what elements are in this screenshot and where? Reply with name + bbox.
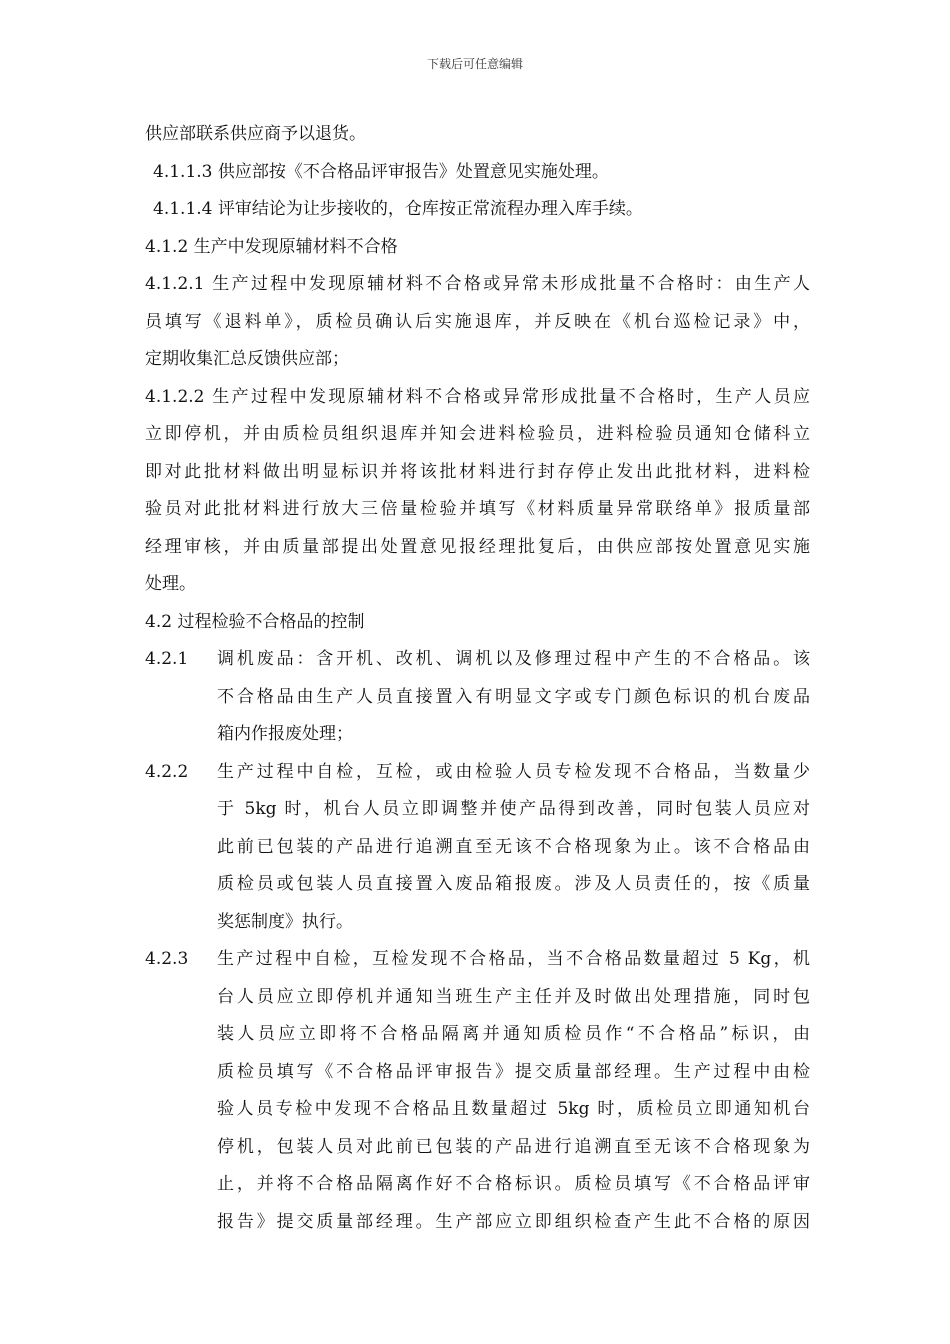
document-body: [145, 116, 810, 1241]
clause-text-line: 奖惩制度》执行。: [217, 911, 353, 932]
clause-text-line: 生产过程中自检，互检，或由检验人员专检发现不合格品，当数量少: [217, 761, 810, 782]
clause-4-1-2-2-line: 处理。: [145, 574, 196, 594]
clause-4-1-2-2-line: 经理审核，并由质量部提出处置意见报经理批复后，由供应部按处置意见实施: [145, 536, 810, 557]
clause-4-1-2-2-line: 4.1.2.2 生产过程中发现原辅材料不合格或异常形成批量不合格时，生产人员应: [145, 386, 810, 407]
clause-text-line: 报告》提交质量部经理。生产部应立即组织检查产生此不合格的原因: [217, 1211, 810, 1232]
clause-4-1-1-4: 4.1.1.4 评审结论为让步接收的，仓库按正常流程办理入库手续。: [153, 199, 643, 219]
page-header: 下载后可任意编辑: [426, 57, 523, 71]
section-heading-4-2: 4.2 过程检验不合格品的控制: [145, 611, 365, 632]
clause-text-line: 箱内作报废处理；: [217, 724, 353, 744]
clause-4-1-2-1-line: 员填写《退料单》，质检员确认后实施退库，并反映在《机台巡检记录》中，: [145, 311, 810, 332]
clause-text-line: 于 5kg 时，机台人员立即调整并使产品得到改善，同时包装人员应对: [217, 799, 810, 819]
clause-4-1-2-2-line: 即对此批材料做出明显标识并将该批材料进行封存停止发出此批材料，进料检: [145, 461, 810, 482]
clause-text-line: 质检员填写《不合格品评审报告》提交质量部经理。生产过程中由检: [217, 1061, 810, 1082]
clause-4-2-3: [145, 941, 810, 1241]
clause-4-2-2: [145, 754, 810, 942]
clause-text-line: 验人员专检中发现不合格品且数量超过 5kg 时，质检员立即通知机台: [217, 1099, 810, 1119]
clause-4-1-1-3: 4.1.1.3 供应部按《不合格品评审报告》处置意见实施处理。: [153, 161, 609, 182]
section-heading-4-1-2: 4.1.2 生产中发现原辅材料不合格: [145, 236, 398, 257]
clause-text-line: 生产过程中自检，互检发现不合格品，当不合格品数量超过 5 Kg，机: [217, 949, 810, 969]
clause-4-1-2-2-line: 立即停机，并由质检员组织退库并知会进料检验员，进料检验员通知仓储科立: [145, 424, 810, 444]
clause-4-1-2-2-line: 验员对此批材料进行放大三倍量检验并填写《材料质量异常联络单》报质量部: [145, 499, 810, 519]
clause-text-line: 调机废品：含开机、改机、调机以及修理过程中产生的不合格品。该: [217, 649, 810, 669]
clause-number: 4.2.1: [145, 649, 189, 669]
clause-text-line: 停机，包装人员对此前已包装的产品进行追溯直至无该不合格现象为: [217, 1136, 810, 1157]
clause-4-1-2-1-line: 4.1.2.1 生产过程中发现原辅材料不合格或异常未形成批量不合格时：由生产人: [145, 274, 810, 294]
clause-text-line: 止，并将不合格品隔离作好不合格标识。质检员填写《不合格品评审: [217, 1174, 810, 1194]
clause-number: 4.2.3: [145, 949, 189, 969]
clause-text-line: 台人员应立即停机并通知当班生产主任并及时做出处理措施，同时包: [217, 986, 810, 1007]
clause-text-line: 不合格品由生产人员直接置入有明显文字或专门颜色标识的机台废品: [217, 686, 810, 707]
clause-4-2-1: [145, 641, 810, 754]
clause-text-line: 此前已包装的产品进行追溯直至无该不合格现象为止。该不合格品由: [217, 836, 810, 857]
paragraph-line: 供应部联系供应商予以退货。: [145, 124, 366, 144]
clause-text-line: 装人员应立即将不合格品隔离并通知质检员作“不合格品”标识，由: [217, 1024, 810, 1044]
clause-number: 4.2.2: [145, 761, 189, 782]
clause-text-line: 质检员或包装人员直接置入废品箱报废。涉及人员责任的，按《质量: [217, 874, 810, 894]
clause-4-1-2-1-line: 定期收集汇总反馈供应部；: [145, 349, 349, 369]
